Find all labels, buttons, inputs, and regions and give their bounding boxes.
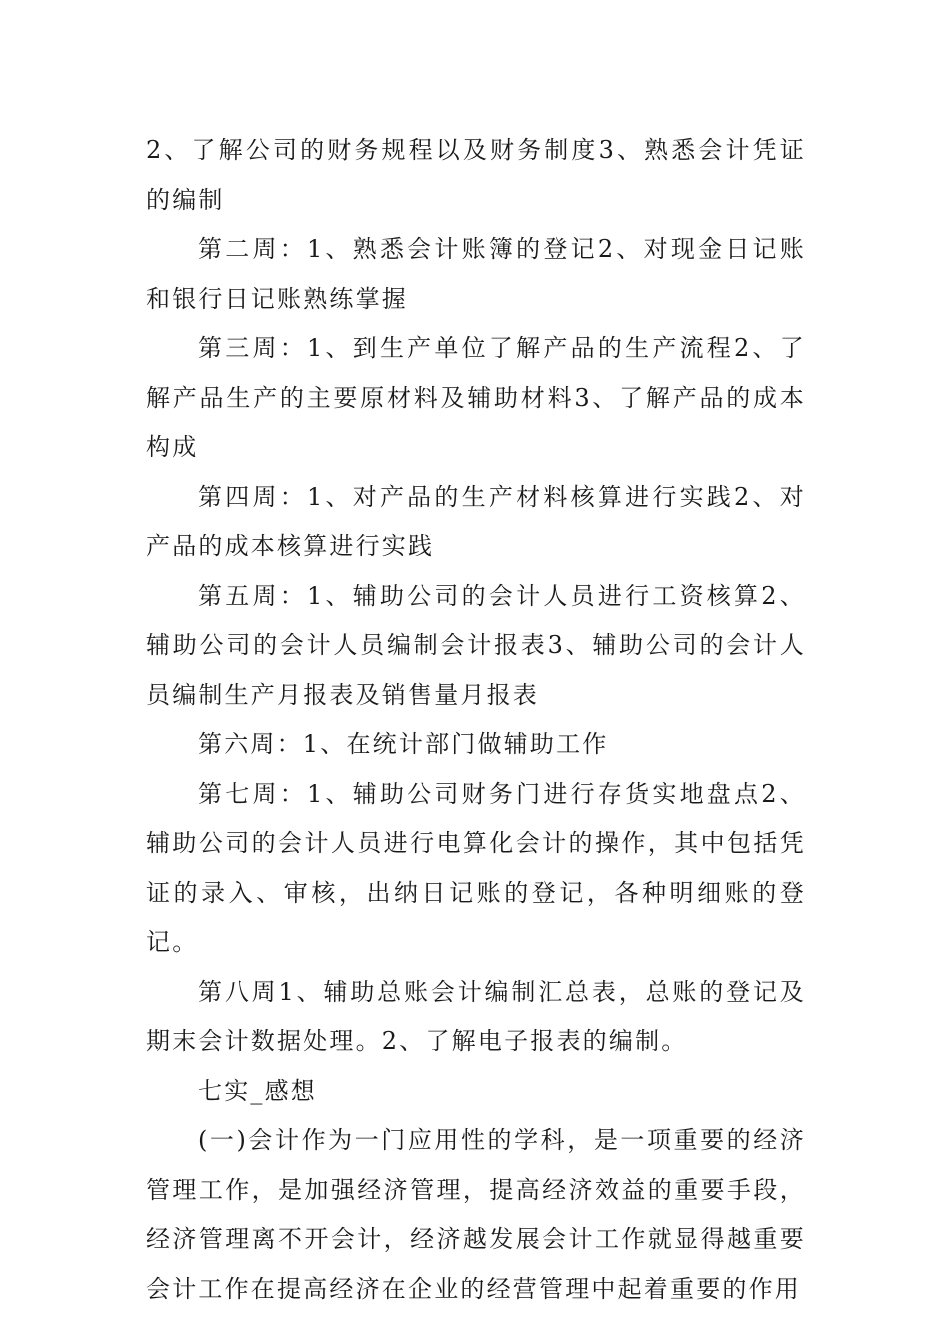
paragraph-week-eight: 第八周1、辅助总账会计编制汇总表，总账的登记及期末会计数据处理。2、了解电子报表的编制。 [146, 977, 806, 1055]
paragraph-week-seven: 第七周：1、辅助公司财务门进行存货实地盘点2、辅助公司的会计人员进行电算化会计的操作，其中包括凭证的录入、审核，出纳日记账的登记，各种明细账的登记。 [146, 779, 806, 956]
paragraph-week-one-cont: 2、了解公司的财务规程以及财务制度3、熟悉会计凭证的编制 [146, 136, 806, 214]
paragraph-week-five: 第五周：1、辅助公司的会计人员进行工资核算2、辅助公司的会计人员编制会计报表3、辅助公司的会计人员编制生产月报表及销售量月报表 [146, 581, 806, 709]
section-heading-reflections: 七实_感想 [198, 1076, 317, 1105]
paragraph-week-two: 第二周：1、熟悉会计账簿的登记2、对现金日记账和银行日记账熟练掌握 [146, 235, 806, 313]
document-body [146, 126, 806, 1314]
paragraph-week-four: 第四周：1、对产品的生产材料核算进行实践2、对产品的成本核算进行实践 [146, 482, 806, 560]
paragraph-reflection-one: (一)会计作为一门应用性的学科，是一项重要的经济管理工作，是加强经济管理，提高经济效益的重要手段，经济管理离不开会计，经济越发展会计工作就显得越重要会计工作在提高经济在企业的经营管理中起着重要的作用 [146, 1126, 806, 1303]
paragraph-week-three: 第三周：1、到生产单位了解产品的生产流程2、了解产品生产的主要原材料及辅助材料3、了解产品的成本构成 [146, 334, 806, 461]
paragraph-week-six: 第六周：1、在统计部门做辅助工作 [198, 730, 609, 758]
